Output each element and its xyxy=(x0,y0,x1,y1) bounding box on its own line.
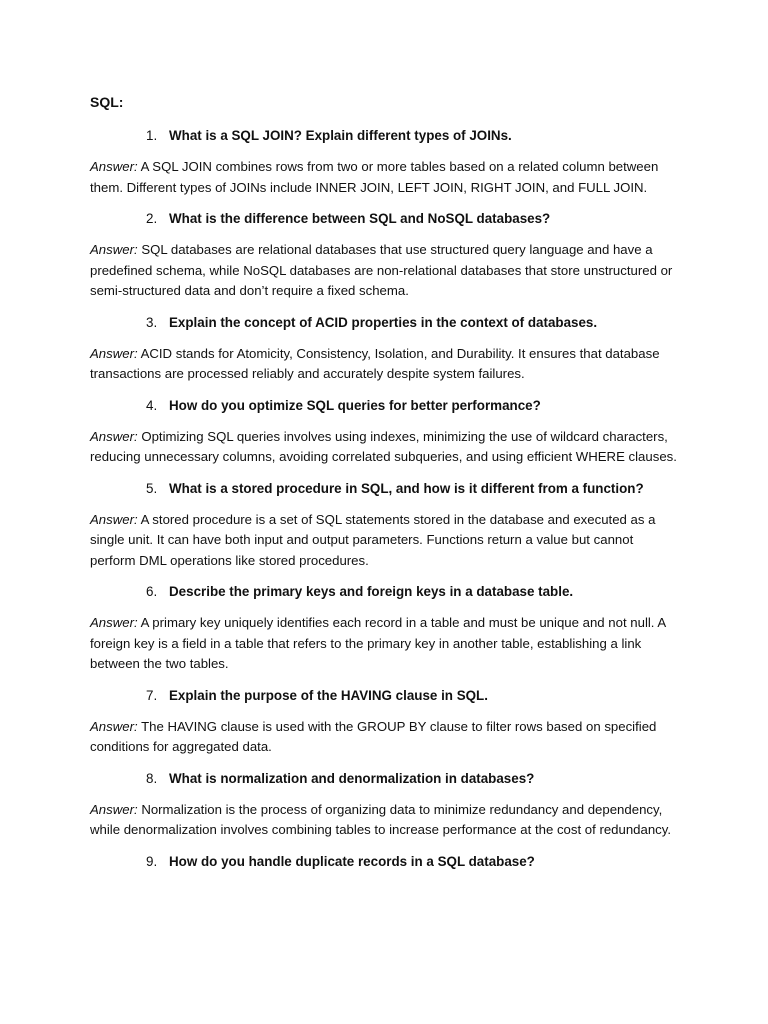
section-heading: SQL: xyxy=(90,94,124,110)
question-text: What is normalization and denormalization in databases? xyxy=(169,770,535,786)
answer-1 xyxy=(90,157,680,198)
question-5 xyxy=(90,480,680,498)
question-text: Explain the purpose of the HAVING clause in SQL. xyxy=(169,687,488,703)
answer-label: Answer: xyxy=(90,428,138,444)
answer-text: SQL databases are relational databases that use structured query language and have a predefined schema, while NoSQL databases are non-relational databases that store unstructured or semi-structured data and don’t require a fixed schema. xyxy=(90,242,673,298)
answer-7 xyxy=(90,717,680,758)
answer-text: Normalization is the process of organizing data to minimize redundancy and dependency, while denormalization involves combining tables to increase performance at the cost of redundancy. xyxy=(90,801,672,837)
answer-text: A primary key uniquely identifies each record in a table and must be unique and not null. A foreign key is a field in a table that refers to the primary key in another table, establishing a link between the two tables. xyxy=(90,615,666,671)
question-3 xyxy=(90,314,680,332)
answer-2 xyxy=(90,240,680,302)
question-text: What is a stored procedure in SQL, and how is it different from a function? xyxy=(169,480,644,496)
answer-text: Optimizing SQL queries involves using indexes, minimizing the use of wildcard characters, reducing unnecessary columns, avoiding correlated subqueries, and using efficient WHERE clauses. xyxy=(90,428,677,464)
question-6 xyxy=(90,583,680,601)
answer-label: Answer: xyxy=(90,615,138,630)
answer-text: A stored procedure is a set of SQL statements stored in the database and executed as a single unit. It can have both input and output parameters. Functions return a value but cannot perform DML operations like stored procedures. xyxy=(90,511,656,568)
answer-label: Answer: xyxy=(90,801,138,817)
answer-label: Answer: xyxy=(90,345,138,361)
question-number: 2. xyxy=(146,211,158,226)
question-4 xyxy=(90,397,680,415)
answer-label: Answer: xyxy=(90,159,138,174)
answer-8 xyxy=(90,800,680,841)
question-number: 4. xyxy=(146,397,158,413)
answer-label: Answer: xyxy=(90,242,138,257)
question-text: How do you handle duplicate records in a SQL database? xyxy=(169,853,535,869)
question-number: 3. xyxy=(146,314,158,330)
question-number: 5. xyxy=(146,480,158,496)
question-number: 1. xyxy=(146,128,158,143)
question-number: 6. xyxy=(146,584,158,599)
answer-3 xyxy=(90,344,680,385)
answer-text: A SQL JOIN combines rows from two or more tables based on a related column between them. Different types of JOINs include INNER JOIN, LEFT JOIN, RIGHT JOIN, and FULL JOIN. xyxy=(90,159,659,195)
answer-label: Answer: xyxy=(90,718,138,734)
question-text: Explain the concept of ACID properties in the context of databases. xyxy=(169,314,598,330)
answer-6 xyxy=(90,613,680,675)
answer-text: ACID stands for Atomicity, Consistency, Isolation, and Durability. It ensures that database transactions are processed reliably and accurately despite system failures. xyxy=(90,345,660,381)
question-8 xyxy=(90,770,680,788)
question-text: What is the difference between SQL and NoSQL databases? xyxy=(169,211,551,226)
question-2 xyxy=(90,210,680,228)
question-number: 9. xyxy=(146,853,158,869)
question-9 xyxy=(90,853,680,871)
question-1 xyxy=(90,127,680,145)
question-7 xyxy=(90,687,680,705)
answer-5 xyxy=(90,510,680,572)
question-text: Describe the primary keys and foreign keys in a database table. xyxy=(169,584,574,599)
question-text: What is a SQL JOIN? Explain different types of JOINs. xyxy=(169,128,512,143)
answer-text: The HAVING clause is used with the GROUP BY clause to filter rows based on specified conditions for aggregated data. xyxy=(90,718,657,754)
question-number: 8. xyxy=(146,770,158,786)
question-number: 7. xyxy=(146,687,158,703)
answer-4 xyxy=(90,427,680,468)
answer-label: Answer: xyxy=(90,511,138,527)
question-text: How do you optimize SQL queries for better performance? xyxy=(169,397,541,413)
